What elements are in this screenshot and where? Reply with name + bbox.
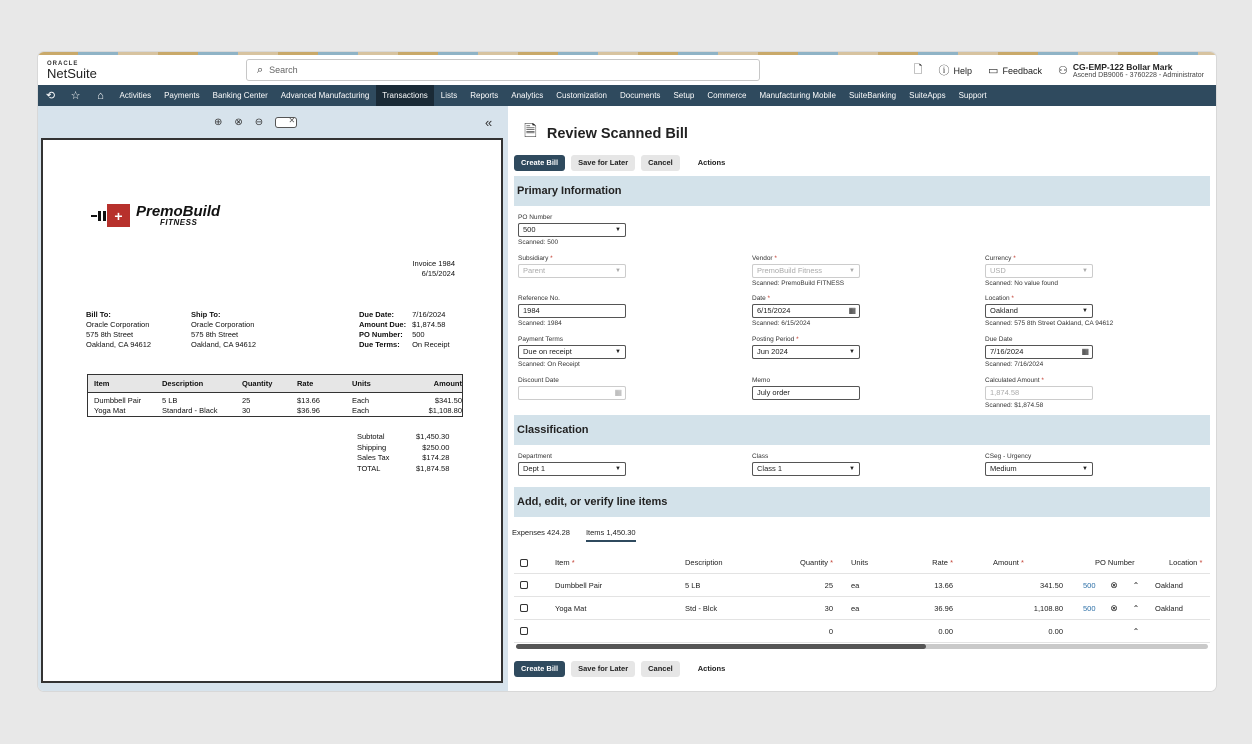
cell: $13.66 — [297, 395, 320, 405]
field-value: Jun 2024 — [757, 347, 788, 356]
field-value: Dept 1 — [523, 464, 546, 473]
field-label: Due Date — [985, 336, 1013, 343]
col-header: Item — [94, 379, 110, 388]
due-date-field — [985, 336, 1105, 368]
field-value: 7/16/2024 — [990, 347, 1024, 356]
logo-netsuite: NetSuite — [47, 65, 97, 81]
cell-description[interactable]: Std - Blck — [685, 603, 718, 613]
nav-item-support[interactable]: Support — [958, 91, 987, 100]
dropdown-icon: ▼ — [849, 466, 855, 472]
scan-preview-pane — [38, 106, 508, 691]
cell-units[interactable]: ea — [851, 603, 860, 613]
logo-oracle: ORACLE — [47, 60, 79, 67]
dumbbell-icon: + — [91, 204, 130, 227]
total-value: $174.28 — [422, 453, 450, 462]
due-block — [359, 310, 450, 350]
search-input[interactable] — [246, 59, 760, 81]
main-nav — [38, 85, 1216, 106]
cell-item[interactable]: Dumbbell Pair — [555, 580, 603, 590]
cell-quantity[interactable]: 30 — [824, 603, 833, 613]
cell-quantity[interactable]: 25 — [824, 580, 833, 590]
col-header: Rate — [297, 379, 314, 388]
vendor-field: Vendor * PremoBuild Fitness ▼ Scanned: PremoBuild FITNESS — [752, 255, 872, 287]
scrollbar-thumb[interactable] — [516, 644, 926, 649]
field-value: PremoBuild Fitness — [757, 266, 823, 275]
po-number-select[interactable] — [518, 223, 626, 237]
reference-field — [518, 295, 638, 327]
field-label: PO Number — [518, 214, 553, 221]
actions-menu[interactable]: Actions — [697, 664, 726, 673]
due-date-input[interactable] — [985, 345, 1093, 359]
row-checkbox[interactable] — [520, 581, 528, 589]
nav-item-suitebanking[interactable]: SuiteBanking — [848, 91, 897, 100]
dropdown-icon: ▼ — [615, 466, 621, 472]
nav-item-analytics[interactable]: Analytics — [511, 91, 544, 100]
cell-amount[interactable]: 1,108.80 — [1033, 603, 1063, 613]
cell-amount[interactable]: 341.50 — [1040, 580, 1063, 590]
col-header: Units — [352, 379, 371, 388]
due-value: On Receipt — [412, 340, 450, 349]
horizontal-scrollbar[interactable] — [516, 644, 1208, 649]
calculated-amount-input — [985, 386, 1093, 400]
field-label: Currency — [985, 255, 1012, 262]
due-label: Due Terms: — [359, 340, 400, 349]
po-number-field — [518, 214, 638, 246]
invoice-document — [41, 138, 503, 683]
date-field: Date * 6/15/2024 ▦ Scanned: 6/15/2024 — [752, 295, 872, 327]
cell-quantity[interactable]: 0 — [828, 626, 833, 636]
memo-field — [752, 377, 872, 400]
bill-to-label: Bill To: — [86, 310, 111, 319]
cell-amount[interactable]: 0.00 — [1048, 626, 1063, 636]
cell: Standard - Black — [162, 405, 218, 415]
table-header: Item * Description Quantity * Units Rate * Amount * PO Number Location * — [514, 552, 1210, 574]
section-primary-information[interactable]: Primary Information — [514, 176, 1210, 206]
calendar-icon[interactable]: ▦ — [1081, 347, 1089, 356]
cell-item[interactable]: Yoga Mat — [555, 603, 587, 613]
expand-up-icon[interactable]: ⌃ — [1132, 603, 1140, 613]
field-value: 500 — [523, 225, 536, 234]
scanned-hint: Scanned: PremoBuild FITNESS — [752, 280, 845, 287]
field-label: Posting Period — [752, 336, 795, 343]
scanned-hint: Scanned: On Receipt — [518, 361, 580, 368]
nav-item-documents[interactable]: Documents — [619, 91, 661, 100]
dropdown-icon: ▼ — [1082, 466, 1088, 472]
field-label: Class — [752, 453, 769, 460]
col-header: Amount — [993, 558, 1019, 567]
create-bill-button[interactable]: Create Bill — [514, 661, 565, 677]
due-label: PO Number: — [359, 330, 403, 339]
scanned-hint: Scanned: $1,874.58 — [985, 402, 1044, 409]
field-label: Department — [518, 453, 552, 460]
cell: Each — [352, 405, 370, 415]
dropdown-icon: ▼ — [615, 268, 621, 274]
memo-input[interactable] — [752, 386, 860, 400]
total-value: $1,874.58 — [416, 463, 450, 473]
total-value: $250.00 — [422, 442, 450, 452]
search-icon: ⌕ — [257, 63, 264, 76]
table-row[interactable] — [514, 574, 1210, 597]
scanned-hint: Scanned: 575 8th Street Oakland, CA 94612 — [985, 320, 1114, 327]
dropdown-icon: ▼ — [615, 227, 621, 233]
top-button-row — [514, 155, 737, 171]
currency-select — [985, 264, 1093, 278]
save-for-later-button[interactable]: Save for Later — [571, 155, 635, 171]
col-header: Units — [851, 558, 869, 567]
cell-description[interactable]: 5 LB — [685, 580, 701, 590]
cancel-button[interactable]: Cancel — [641, 661, 680, 677]
field-label: Calculated Amount — [985, 377, 1040, 384]
nav-item-lists[interactable]: Lists — [440, 91, 458, 100]
field-label: CSeg - Urgency — [985, 453, 1032, 460]
cell: $1,108.80 — [428, 405, 462, 415]
collapse-pane-icon[interactable]: « — [485, 115, 493, 130]
row-checkbox[interactable] — [520, 627, 528, 635]
currency-field: Currency * USD ▼ Scanned: No value found — [985, 255, 1105, 287]
subsidiary-field: Subsidiary * Parent ▼ — [518, 255, 638, 278]
due-label: Amount Due: — [359, 320, 407, 329]
total-label: Sales Tax — [357, 453, 390, 462]
ship-to-line: Oracle Corporation — [191, 320, 255, 329]
field-value: USD — [990, 266, 1006, 275]
col-header: Rate — [932, 558, 948, 567]
tab-items[interactable]: Items 1,450.30 — [586, 528, 636, 542]
scanned-hint: Scanned: 6/15/2024 — [752, 320, 811, 327]
cell: 25 — [242, 395, 251, 405]
col-header: Amount — [433, 379, 462, 388]
posting-period-select[interactable] — [752, 345, 860, 359]
due-value: 7/16/2024 — [412, 310, 446, 319]
scanned-doc-icon: 🗎 — [524, 123, 537, 140]
col-header: Description — [685, 558, 723, 567]
search-placeholder: Search — [269, 65, 298, 75]
nav-item-transactions[interactable]: Transactions — [376, 85, 435, 106]
field-value: Class 1 — [757, 464, 783, 473]
scanned-hint: Scanned: 500 — [518, 239, 559, 246]
section-classification[interactable]: Classification — [514, 415, 1210, 445]
field-value: Due on receipt — [523, 347, 572, 356]
remove-icon[interactable]: ⊗ — [1110, 602, 1118, 613]
brand-sub: FITNESS — [160, 218, 198, 227]
help-label: Help — [953, 66, 973, 76]
scanned-hint: Scanned: 7/16/2024 — [985, 361, 1044, 368]
help-icon: ⓘ — [938, 65, 950, 77]
discount-date-field — [518, 377, 638, 400]
brand-name: PremoBuild — [136, 203, 221, 220]
user-icon: ⚇ — [1057, 64, 1068, 77]
recent-docs-icon[interactable]: 🗋 — [913, 63, 923, 76]
tab-expenses[interactable]: Expenses 424.28 — [512, 528, 570, 537]
field-value: 6/15/2024 — [757, 306, 791, 315]
cell-location[interactable]: Oakland — [1155, 603, 1183, 613]
scanned-hint: Scanned: 1984 — [518, 320, 562, 327]
nav-item-advanced-manufacturing[interactable]: Advanced Manufacturing — [280, 91, 370, 100]
vendor-logo — [91, 204, 220, 227]
select-all-checkbox[interactable] — [520, 559, 528, 567]
bottom-button-row — [514, 661, 737, 677]
total-value: $1,450.30 — [416, 432, 450, 441]
feedback-icon: ▭ — [988, 64, 999, 77]
total-label: Subtotal — [357, 432, 385, 441]
payment-terms-select[interactable] — [518, 345, 626, 359]
bill-to-line: 575 8th Street — [86, 330, 134, 339]
expand-up-icon[interactable]: ⌃ — [1132, 580, 1140, 590]
field-label: Reference No. — [518, 295, 560, 302]
line-tabs — [512, 528, 636, 542]
scanned-hint: Scanned: No value found — [985, 280, 1058, 287]
netsuite-logo[interactable] — [47, 61, 107, 80]
bill-to-line: Oracle Corporation — [86, 320, 150, 329]
fit-icon[interactable]: ⊗ — [234, 117, 243, 128]
calculated-amount-field: Calculated Amount * 1,874.58 Scanned: $1,874.58 — [985, 377, 1105, 409]
save-for-later-button[interactable]: Save for Later — [571, 661, 635, 677]
bill-to-block — [86, 310, 151, 350]
field-value: 1,874.58 — [990, 388, 1020, 397]
cell: Each — [352, 395, 370, 405]
due-value: $1,874.58 — [412, 320, 446, 329]
feedback-button[interactable] — [988, 64, 1042, 77]
section-line-items[interactable]: Add, edit, or verify line items — [514, 487, 1210, 517]
cell-po-link[interactable]: 500 — [1083, 603, 1096, 613]
field-value: Medium — [990, 464, 1017, 473]
subsidiary-select — [518, 264, 626, 278]
zoom-out-icon[interactable]: ⊖ — [254, 117, 264, 128]
app-window — [38, 52, 1216, 691]
table-row — [88, 395, 462, 405]
total-label: Shipping — [357, 442, 387, 452]
dropdown-icon: ▼ — [849, 349, 855, 355]
ship-to-line: Oakland, CA 94612 — [191, 340, 257, 349]
cell: $341.50 — [434, 395, 462, 405]
line-items-table — [514, 552, 1210, 643]
feedback-label: Feedback — [1002, 65, 1042, 76]
nav-item-activities[interactable]: Activities — [119, 91, 152, 100]
field-label: Date — [752, 295, 766, 302]
col-header: Location — [1169, 558, 1198, 567]
dropdown-icon: ▼ — [1082, 308, 1088, 314]
invoice-totals — [357, 432, 449, 474]
cseg-urgency-select[interactable] — [985, 462, 1093, 476]
department-select[interactable] — [518, 462, 626, 476]
discount-date-input[interactable] — [518, 386, 626, 400]
table-row[interactable] — [514, 620, 1210, 643]
dropdown-icon: ▼ — [849, 268, 855, 274]
user-role: Ascend DB9006 - 3760228 - Administrator — [1072, 71, 1204, 79]
field-label: Vendor — [752, 255, 773, 262]
dropdown-icon: ▼ — [1082, 268, 1088, 274]
invoice-items-table — [87, 374, 463, 417]
row-checkbox[interactable] — [520, 604, 528, 612]
col-header: Quantity — [800, 558, 828, 567]
invoice-number: Invoice 1984 — [412, 259, 455, 268]
dropdown-icon: ▼ — [615, 349, 621, 355]
ship-to-block — [191, 310, 256, 350]
nav-item-reports[interactable]: Reports — [470, 91, 499, 100]
table-row[interactable] — [514, 597, 1210, 620]
home-icon[interactable]: ⌂ — [97, 89, 104, 102]
col-header: Quantity — [242, 379, 273, 388]
field-value: Parent — [523, 266, 546, 275]
cseg-urgency-field — [985, 453, 1105, 476]
nav-item-setup[interactable]: Setup — [673, 91, 695, 100]
nav-item-banking-center[interactable]: Banking Center — [212, 91, 268, 100]
calendar-icon[interactable]: ▦ — [848, 306, 856, 315]
field-label: Payment Terms — [518, 336, 564, 343]
payment-terms-field — [518, 336, 638, 368]
expand-up-icon[interactable]: ⌃ — [1132, 626, 1140, 636]
user-menu[interactable] — [1058, 62, 1204, 79]
posting-period-field: Posting Period * Jun 2024 ▼ — [752, 336, 872, 359]
class-select[interactable] — [752, 462, 860, 476]
field-value: July order — [757, 388, 790, 397]
cell-rate[interactable]: 13.66 — [934, 580, 953, 590]
field-value: Oakland — [990, 306, 1018, 315]
location-select[interactable] — [985, 304, 1093, 318]
nav-item-manufacturing-mobile[interactable]: Manufacturing Mobile — [759, 91, 836, 100]
actions-menu[interactable]: Actions — [697, 158, 726, 167]
table-row — [88, 405, 462, 415]
cell: Yoga Mat — [94, 405, 126, 415]
cell: 5 LB — [162, 395, 178, 405]
col-header: Description — [162, 379, 204, 388]
cell-rate[interactable]: 0.00 — [938, 626, 953, 636]
due-value: 500 — [412, 330, 425, 339]
create-bill-button[interactable]: Create Bill — [514, 155, 565, 171]
reference-input[interactable] — [518, 304, 626, 318]
nav-item-commerce[interactable]: Commerce — [707, 91, 747, 100]
col-header: Item — [555, 558, 570, 567]
cell: $36.96 — [297, 405, 320, 415]
bill-to-line: Oakland, CA 94612 — [86, 340, 152, 349]
location-field: Location * Oakland ▼ Scanned: 575 8th Street Oakland, CA 94612 — [985, 295, 1114, 327]
remove-icon[interactable]: ⊗ — [1110, 579, 1118, 590]
date-input[interactable] — [752, 304, 860, 318]
vendor-select — [752, 264, 860, 278]
due-label: Due Date: — [359, 310, 395, 319]
total-label: TOTAL — [357, 463, 381, 473]
field-label: Location — [985, 295, 1010, 302]
cell-rate[interactable]: 36.96 — [934, 603, 953, 613]
cell-units[interactable]: ea — [851, 580, 860, 590]
cell: 30 — [242, 405, 251, 415]
bill-form-pane — [508, 106, 1216, 691]
cell-po-link[interactable]: 500 — [1083, 580, 1096, 590]
nav-item-customization[interactable]: Customization — [556, 91, 607, 100]
field-label: Subsidiary — [518, 255, 549, 262]
star-icon[interactable]: ☆ — [70, 90, 81, 102]
recent-icon[interactable]: ⟲ — [45, 90, 56, 102]
nav-item-suiteapps[interactable]: SuiteApps — [909, 91, 946, 100]
field-label: Memo — [752, 377, 771, 384]
ship-to-label: Ship To: — [191, 310, 221, 319]
field-value: 1984 — [523, 306, 540, 315]
cancel-button[interactable]: Cancel — [641, 155, 680, 171]
cell: Dumbbell Pair — [94, 395, 142, 405]
class-field — [752, 453, 872, 476]
calendar-icon[interactable]: ▦ — [614, 388, 622, 397]
highlight-toggle[interactable] — [275, 117, 297, 128]
page-title: Review Scanned Bill — [546, 125, 688, 142]
ship-to-line: 575 8th Street — [191, 330, 239, 339]
user-name: CG-EMP-122 Bollar Mark — [1072, 61, 1173, 72]
zoom-in-icon[interactable]: ⊕ — [214, 117, 223, 128]
invoice-date: 6/15/2024 — [421, 269, 455, 278]
help-button[interactable] — [939, 62, 973, 78]
field-label: Discount Date — [518, 377, 559, 384]
header — [38, 55, 1216, 85]
cell-location[interactable]: Oakland — [1155, 580, 1183, 590]
department-field — [518, 453, 638, 476]
nav-item-payments[interactable]: Payments — [164, 91, 200, 100]
col-header: PO Number — [1095, 558, 1135, 567]
